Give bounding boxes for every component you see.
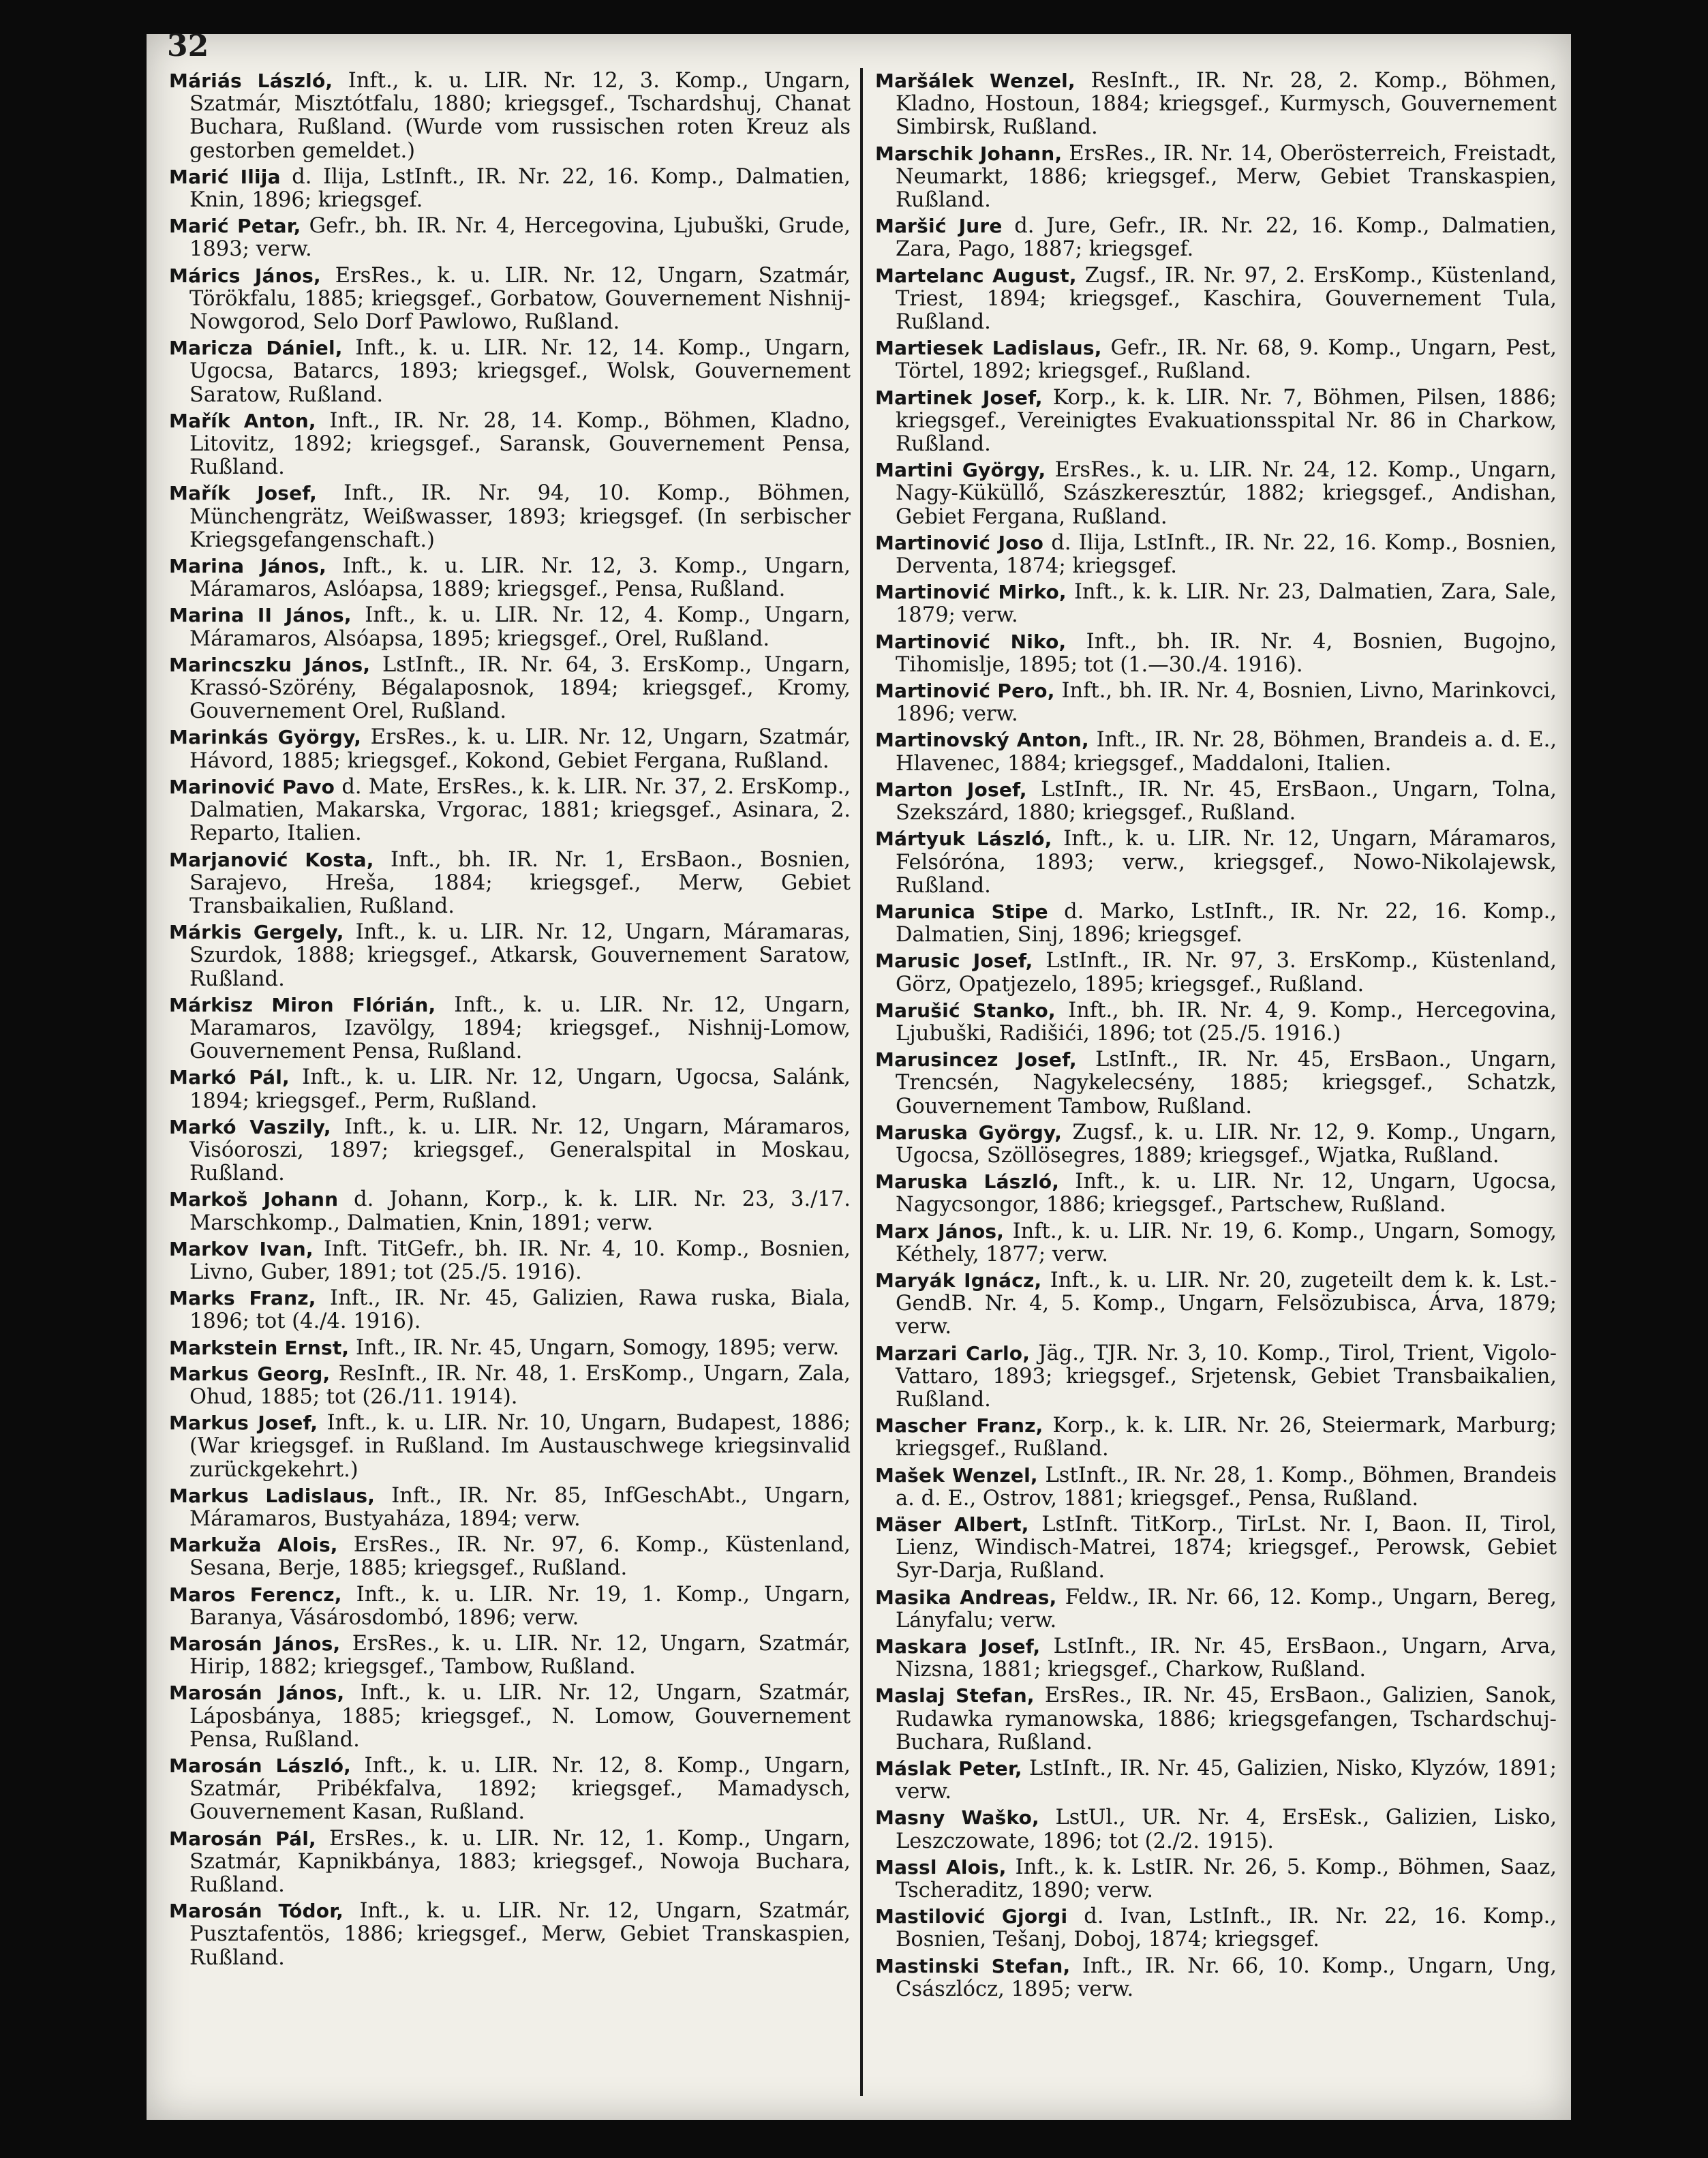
list-entry [875,1905,1557,1951]
entry-text: Inft., k. u. LIR. Nr. 12, 3. Komp., Ungarn, Szatmár, Misztótfalu, 1880; kriegsgef., Tschardshuj, Chanat Buchara, Rußland. (Wurde vom russischen roten Kreuz als gestorben gemeldet.) [189,69,851,163]
entry-name: Marić Ilija [169,165,281,188]
entry-name: Marušić Stanko, [875,999,1056,1022]
list-entry [169,410,851,480]
entry-text: ErsRes., k. u. LIR. Nr. 12, Ungarn, Szatmár, Hávord, 1885; kriegsgef., Kokond, Gebiet Fergana, Rußland. [189,725,851,773]
entry-name: Marinkás György, [169,726,362,749]
entry-text: Gefr., IR. Nr. 68, 9. Komp., Ungarn, Pest, Törtel, 1892; kriegsgef., Rußland. [896,336,1557,384]
entry-text: ErsRes., IR. Nr. 45, ErsBaon., Galizien, Sanok, Rudawka rymanowska, 1886; kriegsgefangen, Tschardschuj-Buchara, Rußland. [896,1684,1557,1754]
list-entry [169,1287,851,1333]
entry-name: Maslaj Stefan, [875,1684,1035,1707]
entry-name: Masny Waško, [875,1806,1039,1829]
list-entry [875,1170,1557,1217]
list-entry [169,1827,851,1898]
entry-name: Mařík Anton, [169,409,316,432]
entry-text: ResInft., IR. Nr. 28, 2. Komp., Böhmen, Kladno, Hostoun, 1884; kriegsgef., Kurmysch, Gouvernement Simbirsk, Rußland. [896,69,1557,140]
entry-name: Markus Ladislaus, [169,1484,376,1507]
right-column [875,70,1557,2004]
entry-name: Maros Ferencz, [169,1583,342,1606]
list-entry [875,1635,1557,1682]
entry-name: Massl Alois, [875,1855,1007,1879]
entry-name: Markó Pál, [169,1066,290,1089]
list-entry [875,1586,1557,1632]
list-entry [169,1337,851,1360]
entry-name: Marunica Stipe [875,900,1048,923]
list-entry [875,459,1557,529]
column-divider [860,68,863,2096]
list-entry [169,70,851,163]
list-entry [169,1754,851,1825]
list-entry [169,1363,851,1409]
entry-text: Gefr., bh. IR. Nr. 4, Hercegovina, Ljubuški, Grude, 1893; verw. [189,214,851,262]
entry-name: Marosán János, [169,1632,341,1655]
list-entry [875,532,1557,578]
list-entry [169,264,851,335]
entry-name: Martinović Pero, [875,680,1055,703]
entry-text: ErsRes., k. u. LIR. Nr. 24, 12. Komp., Ungarn, Nagy-Küküllő, Szászkeresztúr, 1882; kriegsgef., Andishan, Gebiet Fergana, Rußland. [896,458,1557,529]
entry-name: Martinović Mirko, [875,581,1067,604]
list-entry [169,1534,851,1580]
entry-name: Maruska György, [875,1121,1063,1144]
list-entry [875,1513,1557,1583]
list-entry [875,1856,1557,1902]
entry-name: Martelanc August, [875,264,1077,287]
entry-text: Inft., k. u. LIR. Nr. 12, 8. Komp., Ungarn, Szatmár, Pribékfalva, 1892; kriegsgef., Mamadysch, Gouvernement Kasan, Rußland. [189,1754,851,1825]
list-entry [169,726,851,772]
entry-name: Marić Petar, [169,215,301,238]
entry-name: Martinovský Anton, [875,729,1089,752]
entry-name: Markus Josef, [169,1412,318,1435]
entry-text: Inft., k. u. LIR. Nr. 12, Ungarn, Máramaros, Felsóróna, 1893; verw., kriegsgef., Nowo-Nikolajewsk, Rußland. [896,827,1557,898]
entry-text: ErsRes., k. u. LIR. Nr. 12, Ungarn, Szatmár, Törökfalu, 1885; kriegsgef., Gorbatow, Gouvernement Nishnij-Nowgorod, Selo Dorf Pawlowo, Rußland. [189,263,851,335]
list-entry [169,1583,851,1630]
list-entry [169,1632,851,1679]
entry-name: Maskara Josef, [875,1635,1041,1658]
entry-name: Mastilović Gjorgi [875,1905,1068,1928]
entry-name: Marosán Pál, [169,1827,316,1850]
entry-text: ErsRes., IR. Nr. 97, 6. Komp., Küstenland, Sesana, Berje, 1885; kriegsgef., Rußland. [189,1533,851,1581]
entry-text: Inft., IR. Nr. 66, 10. Komp., Ungarn, Ung, Császlócz, 1895; verw. [896,1954,1557,2001]
entry-text: d. Ivan, LstInft., IR. Nr. 22, 16. Komp., Bosnien, Tešanj, Doboj, 1874; kriegsgef. [896,1904,1557,1952]
list-entry [875,1048,1557,1119]
entry-text: Inft., bh. IR. Nr. 4, 9. Komp., Hercegovina, Ljubuški, Radišići, 1896; tot (25./5. 1916.) [896,998,1557,1046]
list-entry [169,654,851,724]
entry-text: ErsRes., IR. Nr. 14, Oberösterreich, Freistadt, Neumarkt, 1886; kriegsgef., Merw, Gebiet Transkaspien, Rußland. [896,141,1557,213]
entry-name: Martinović Niko, [875,630,1067,653]
list-entry [875,1757,1557,1804]
entry-text: Inft., k. u. LIR. Nr. 12, Ungarn, Szatmár, Pusztafentös, 1886; kriegsgef., Merw, Gebiet Transkaspien, Rußland. [189,1899,851,1970]
list-entry [169,1188,851,1234]
list-entry [169,994,851,1064]
list-entry [169,215,851,261]
entry-text: Inft., k. u. LIR. Nr. 20, zugeteilt dem k. k. Lst.-GendB. Nr. 4, 5. Komp., Ungarn, Felsözubisca, Árva, 1879; verw. [896,1268,1557,1339]
list-entry [169,921,851,991]
entry-text: LstInft., IR. Nr. 64, 3. ErsKomp., Ungarn, Krassó-Szörény, Bégalaposnok, 1894; kriegsgef., Kromy, Gouvernement Orel, Rußland. [189,652,851,724]
entry-text: Inft., k. u. LIR. Nr. 19, 6. Komp., Ungarn, Somogy, Kéthely, 1877; verw. [896,1219,1557,1266]
list-entry [875,386,1557,457]
entry-text: LstInft., IR. Nr. 28, 1. Komp., Böhmen, Brandeis a. d. E., Ostrov, 1881; kriegsgef., Pensa, Rußland. [896,1463,1557,1510]
entry-name: Marosán János, [169,1682,345,1705]
entry-name: Marina János, [169,555,326,578]
list-entry [169,337,851,407]
entry-name: Markuža Alois, [169,1534,338,1557]
entry-text: Inft., IR. Nr. 94, 10. Komp., Böhmen, Münchengrätz, Weißwasser, 1893; kriegsgef. (In serbischer Kriegsgefangenschaft.) [189,481,851,552]
entry-name: Mastinski Stefan, [875,1954,1071,1977]
entry-name: Marincszku János, [169,653,371,676]
entry-text: d. Johann, Korp., k. k. LIR. Nr. 23, 3./17. Marschkomp., Dalmatien, Knin, 1891; verw. [189,1187,851,1235]
entry-text: d. Ilija, LstInft., IR. Nr. 22, 16. Komp., Dalmatien, Knin, 1896; kriegsgef. [189,164,851,213]
entry-name: Marosán László, [169,1754,352,1778]
entry-name: Mašek Wenzel, [875,1463,1038,1487]
entry-name: Marton Josef, [875,778,1027,801]
entry-text: Korp., k. k. LIR. Nr. 7, Böhmen, Pilsen, 1886; kriegsgef., Vereinigtes Evakuationsspital Nr. 86 in Charkow, Rußland. [896,385,1557,457]
entry-name: Markó Vaszily, [169,1115,331,1138]
entry-name: Maruska László, [875,1170,1060,1194]
list-entry [875,900,1557,947]
list-entry [875,949,1557,996]
list-entry [169,849,851,919]
list-entry [875,264,1557,335]
entry-text: Inft., k. u. LIR. Nr. 12, Ungarn, Ugocsa, Salánk, 1894; kriegsgef., Perm, Rußland. [189,1065,851,1113]
entry-name: Máriás László, [169,70,333,92]
list-entry [875,999,1557,1046]
entry-name: Maršálek Wenzel, [875,70,1076,92]
entry-text: Inft. TitGefr., bh. IR. Nr. 4, 10. Komp., Bosnien, Livno, Guber, 1891; tot (25./5. 1916). [189,1236,851,1284]
entry-text: ResInft., IR. Nr. 48, 1. ErsKomp., Ungarn, Zala, Ohud, 1885; tot (26./11. 1914). [189,1361,851,1409]
entry-name: Markoš Johann [169,1188,339,1211]
entry-name: Mäser Albert, [875,1513,1029,1536]
entry-text: d. Marko, LstInft., IR. Nr. 22, 16. Komp., Dalmatien, Sinj, 1896; kriegsgef. [896,899,1557,947]
entry-text: Inft., IR. Nr. 28, Böhmen, Brandeis a. d. E., Hlavenec, 1884; kriegsgef., Maddaloni, Italien. [896,728,1557,776]
entry-name: Márics János, [169,264,321,287]
entry-text: Inft., k. u. LIR. Nr. 12, 14. Komp., Ungarn, Ugocsa, Batarcs, 1893; kriegsgef., Wolsk, Gouvernement Saratow, Rußland. [189,336,851,407]
entry-text: Inft., k. u. LIR. Nr. 12, Ungarn, Máramaras, Szurdok, 1888; kriegsgef., Atkarsk, Gouvernement Saratow, Rußland. [189,920,851,991]
entry-text: Korp., k. k. LIR. Nr. 26, Steiermark, Marburg; kriegsgef., Rußland. [896,1414,1557,1461]
entry-text: Inft., IR. Nr. 85, InfGeschAbt., Ungarn, Máramaros, Bustyaháza, 1894; verw. [189,1483,851,1531]
entry-text: LstInft., IR. Nr. 45, ErsBaon., Ungarn, Arva, Nizsna, 1881; kriegsgef., Charkow, Rußland. [896,1635,1557,1682]
list-entry [875,70,1557,140]
list-entry [169,1682,851,1752]
entry-name: Markus Georg, [169,1362,331,1385]
list-entry [875,337,1557,383]
list-entry [875,1684,1557,1754]
entry-name: Marschik Johann, [875,142,1063,165]
entry-name: Mascher Franz, [875,1414,1043,1438]
entry-text: ErsRes., k. u. LIR. Nr. 12, Ungarn, Szatmár, Hirip, 1882; kriegsgef., Tambow, Rußland. [189,1632,851,1680]
list-entry [169,1116,851,1186]
list-entry [169,1412,851,1482]
entry-text: Inft., k. u. LIR. Nr. 19, 1. Komp., Ungarn, Baranya, Vásárosdombó, 1896; verw. [189,1582,851,1630]
entry-text: Inft., k. u. LIR. Nr. 12, 3. Komp., Ungarn, Máramaros, Aslóapsa, 1889; kriegsgef., Pensa, Rußland. [189,554,851,602]
entry-name: Márkis Gergely, [169,921,344,944]
entry-name: Martinović Joso [875,531,1044,554]
entry-text: Inft., k. u. LIR. Nr. 12, Ungarn, Máramaros, Visóoroszi, 1897; kriegsgef., Generalspital in Moskau, Rußland. [189,1114,851,1186]
list-entry [875,1269,1557,1339]
list-entry [169,604,851,650]
list-entry [169,1900,851,1970]
list-entry [875,1220,1557,1266]
entry-text: Inft., k. u. LIR. Nr. 12, Ungarn, Szatmár, Láposbánya, 1885; kriegsgef., N. Lomow, Gouvernement Pensa, Rußland. [189,1681,851,1752]
list-entry [169,1485,851,1531]
list-entry [875,1121,1557,1168]
entry-name: Marks Franz, [169,1287,316,1310]
entry-name: Marusincez Josef, [875,1048,1077,1072]
entry-text: LstInft., IR. Nr. 45, ErsBaon., Ungarn, Tolna, Szekszárd, 1880; kriegsgef., Rußland. [896,777,1557,825]
entry-text: Inft., k. u. LIR. Nr. 10, Ungarn, Budapest, 1886; (War kriegsgef. in Rußland. Im Austauschwege kriegsinvalid zurückgekehrt.) [189,1411,851,1482]
entry-name: Mařík Josef, [169,482,317,505]
entry-name: Marzari Carlo, [875,1341,1031,1365]
list-entry [169,1238,851,1284]
entry-name: Marosán Tódor, [169,1900,344,1923]
list-entry [875,729,1557,775]
entry-name: Markstein Ernst, [169,1336,350,1359]
list-entry [875,1806,1557,1853]
entry-text: Inft., IR. Nr. 28, 14. Komp., Böhmen, Kladno, Litovitz, 1892; kriegsgef., Saransk, Gouvernement Pensa, Rußland. [189,408,851,480]
entry-text: Inft., k. u. LIR. Nr. 12, 4. Komp., Ungarn, Máramaros, Alsóapsa, 1895; kriegsgef., Orel, Rußland. [189,603,851,651]
entry-name: Marjanović Kosta, [169,848,374,871]
entry-name: Martiesek Ladislaus, [875,337,1102,360]
entry-text: Inft., k. k. LIR. Nr. 23, Dalmatien, Zara, Sale, 1879; verw. [896,580,1557,628]
entry-text: LstInft., IR. Nr. 45, ErsBaon., Ungarn, Trencsén, Nagykelecsény, 1885; kriegsgef., Schatzk, Gouvernement Tambow, Rußland. [896,1048,1557,1119]
list-entry [875,142,1557,213]
entry-name: Maricza Dániel, [169,337,343,360]
entry-text: Inft., IR. Nr. 45, Ungarn, Somogy, 1895; verw. [355,1335,840,1360]
entry-name: Martinek Josef, [875,386,1043,409]
entry-name: Mártyuk László, [875,827,1052,851]
entry-name: Markov Ivan, [169,1237,314,1260]
entry-name: Marusic Josef, [875,949,1033,973]
entry-text: LstInft., IR. Nr. 45, Galizien, Nisko, Klyzów, 1891; verw. [896,1757,1557,1804]
left-column [169,70,851,1973]
entry-name: Márkisz Miron Flórián, [169,993,436,1016]
list-entry [169,482,851,552]
list-entry [875,581,1557,627]
entry-name: Marx János, [875,1219,1005,1243]
list-entry [875,1464,1557,1510]
list-entry [169,166,851,212]
page-number: 32 [167,29,209,63]
list-entry [875,215,1557,261]
entry-name: Martini György, [875,459,1046,482]
entry-text: d. Mate, ErsRes., k. k. LIR. Nr. 37, 2. ErsKomp., Dalmatien, Makarska, Vrgorac, 1881; kriegsgef., Asinara, 2. Reparto, Italien. [189,774,851,846]
entry-text: LstUl., UR. Nr. 4, ErsEsk., Galizien, Lisko, Leszczowate, 1896; tot (2./2. 1915). [896,1806,1557,1853]
list-entry [169,555,851,601]
list-entry [875,827,1557,898]
list-entry [875,680,1557,726]
list-entry [169,1066,851,1112]
entry-text: Inft., bh. IR. Nr. 4, Bosnien, Bugojno, Tihomislje, 1895; tot (1.—30./4. 1916). [896,629,1557,677]
entry-text: Jäg., TJR. Nr. 3, 10. Komp., Tirol, Trient, Vigolo-Vattaro, 1893; kriegsgef., Srjetensk, Gebiet Transbaikalien, Rußland. [896,1341,1557,1412]
entry-text: Zugsf., IR. Nr. 97, 2. ErsKomp., Küstenland, Triest, 1894; kriegsgef., Kaschira, Gouvernement Tula, Rußland. [896,263,1557,335]
entry-text: Inft., k. k. LstIR. Nr. 26, 5. Komp., Böhmen, Saaz, Tscheraditz, 1890; verw. [896,1855,1557,1903]
entry-text: Inft., k. u. LIR. Nr. 12, Ungarn, Maramaros, Izavölgy, 1894; kriegsgef., Nishnij-Lomow, Gouvernement Pensa, Rußland. [189,992,851,1064]
list-entry [875,778,1557,825]
entry-name: Marina II János, [169,604,352,627]
list-entry [875,1414,1557,1461]
list-entry [169,776,851,846]
entry-text: Zugsf., k. u. LIR. Nr. 12, 9. Komp., Ungarn, Ugocsa, Szöllösegres, 1889; kriegsgef., Wjatka, Rußland. [896,1120,1557,1168]
entry-text: d. Ilija, LstInft., IR. Nr. 22, 16. Komp., Bosnien, Derventa, 1874; kriegsgef. [896,530,1557,579]
entry-text: Inft., bh. IR. Nr. 1, ErsBaon., Bosnien, Sarajevo, Hreša, 1884; kriegsgef., Merw, Gebiet Transbaikalien, Rußland. [189,847,851,918]
entry-text: Feldw., IR. Nr. 66, 12. Komp., Ungarn, Bereg, Lányfalu; verw. [896,1585,1557,1632]
entry-text: Inft., k. u. LIR. Nr. 12, Ungarn, Ugocsa, Nagycsongor, 1886; kriegsgef., Partschew, Rußland. [896,1170,1557,1217]
entry-text: LstInft. TitKorp., TirLst. Nr. I, Baon. II, Tirol, Lienz, Windisch-Matrei, 1874; kriegsgef., Perowsk, Gebiet Syr-Darja, Rußland. [896,1512,1557,1583]
entry-text: Inft., bh. IR. Nr. 4, Bosnien, Livno, Marinkovci, 1896; verw. [896,679,1557,727]
entry-text: d. Jure, Gefr., IR. Nr. 22, 16. Komp., Dalmatien, Zara, Pago, 1887; kriegsgef. [896,214,1557,262]
entry-text: Inft., IR. Nr. 45, Galizien, Rawa ruska, Biala, 1896; tot (4./4. 1916). [189,1286,851,1334]
entry-name: Maryák Ignácz, [875,1268,1042,1292]
entry-name: Máslak Peter, [875,1757,1022,1780]
entry-name: Masika Andreas, [875,1585,1057,1609]
entry-name: Marinović Pavo [169,775,335,798]
entry-name: Maršić Jure [875,215,1003,238]
entry-text: ErsRes., k. u. LIR. Nr. 12, 1. Komp., Ungarn, Szatmár, Kapnikbánya, 1883; kriegsgef., Nowoja Buchara, Rußland. [189,1826,851,1898]
list-entry [875,1342,1557,1412]
list-entry [875,1955,1557,2001]
list-entry [875,630,1557,677]
entry-text: LstInft., IR. Nr. 97, 3. ErsKomp., Küstenland, Görz, Opatjezelo, 1895; kriegsgef., Rußland. [896,949,1557,997]
